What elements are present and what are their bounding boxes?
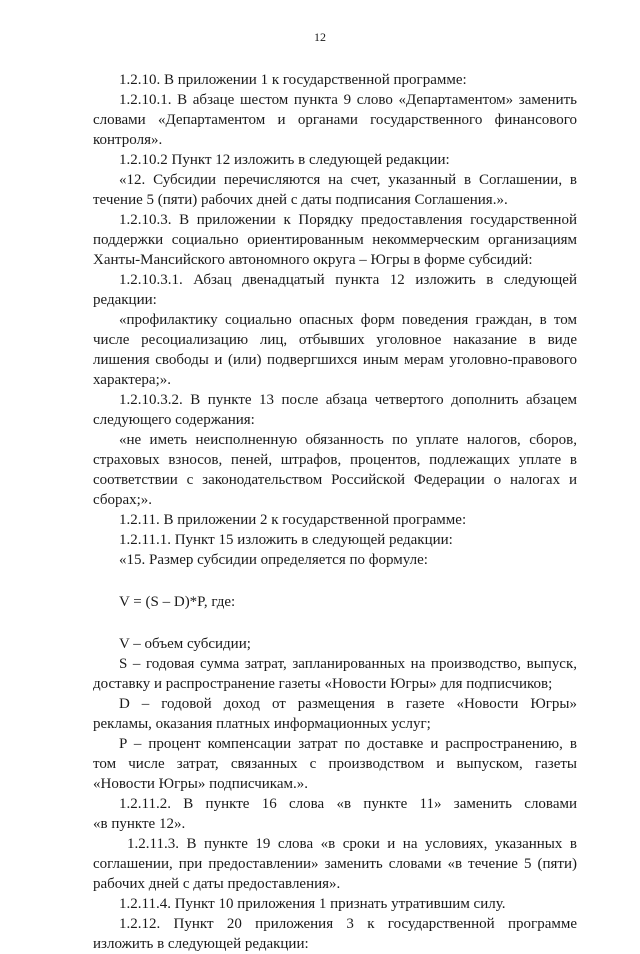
text-line: соответствии с законодательством Российской Федерации о налогах и — [93, 472, 577, 488]
text-line: 1.2.12. Пункт 20 приложения 3 к государственной программе — [119, 916, 577, 932]
text-line: «Новости Югры» подписчикам.». — [93, 776, 308, 792]
text-line: P – процент компенсации затрат по доставке и распространению, в — [119, 736, 577, 752]
text-line: «12. Субсидии перечисляются на счет, указанный в Соглашении, в — [119, 172, 577, 188]
text-line: 1.2.11.2. В пункте 16 слова «в пункте 11» заменить словами — [119, 796, 577, 812]
text-line: следующего содержания: — [93, 412, 255, 428]
text-line: контроля». — [93, 132, 163, 148]
document-body — [93, 70, 577, 954]
text-line: 1.2.10.3.1. Абзац двенадцатый пункта 12 изложить в следующей — [119, 272, 577, 288]
text-line: «не иметь неисполненную обязанность по уплате налогов, сборов, — [119, 432, 577, 448]
text-line: лишения свободы и (или) подвергшихся иным мерам уголовно-правового — [93, 352, 577, 368]
text-line: V – объем субсидии; — [119, 636, 251, 652]
text-line: страховых взносов, пеней, штрафов, процентов, подлежащих уплате в — [93, 452, 577, 468]
text-line: словами «Департаментом и органами государственного финансового — [93, 112, 577, 128]
text-line: Ханты-Мансийского автономного округа – Югры в форме субсидий: — [93, 252, 533, 268]
text-line: 1.2.10.3.2. В пункте 13 после абзаца четвертого дополнить абзацем — [119, 392, 577, 408]
text-line: характера;». — [93, 372, 171, 388]
page-number: 12 — [314, 30, 326, 44]
blank-space — [93, 612, 577, 634]
text-line: том числе затрат, связанных с производством и выпуском, газеты — [93, 756, 577, 772]
text-line: «15. Размер субсидии определяется по формуле: — [119, 552, 428, 568]
formula-line: V = (S – D)*P, где: — [119, 594, 236, 610]
text-line: 1.2.11.3. В пункте 19 слова «в сроки и на условиях, указанных в — [127, 836, 577, 852]
text-line: числе ресоциализацию лиц, отбывших уголовное наказание в виде — [93, 332, 577, 348]
text-line: 1.2.10.1. В абзаце шестом пункта 9 слово «Департаментом» заменить — [119, 92, 577, 108]
text-line: сборах;». — [93, 492, 153, 508]
text-line: 1.2.11.1. Пункт 15 изложить в следующей редакции: — [119, 532, 453, 548]
text-line: 1.2.10.2 Пункт 12 изложить в следующей редакции: — [119, 152, 450, 168]
text-line: 1.2.11. В приложении 2 к государственной программе: — [119, 512, 467, 528]
text-line: «в пункте 12». — [93, 816, 186, 832]
text-line: течение 5 (пяти) рабочих дней с даты подписания Соглашения.». — [93, 192, 508, 208]
text-line: 1.2.10. В приложении 1 к государственной программе: — [119, 72, 467, 88]
text-line: 1.2.11.4. Пункт 10 приложения 1 признать утратившим силу. — [119, 896, 506, 912]
blank-space — [93, 570, 577, 592]
text-line: 1.2.10.3. В приложении к Порядку предоставления государственной — [119, 212, 577, 228]
text-line: рабочих дней с даты предоставления». — [93, 876, 341, 892]
text-line: S – годовая сумма затрат, запланированных на производство, выпуск, — [119, 656, 577, 672]
text-line: редакции: — [93, 292, 157, 308]
text-line: доставку и распространение газеты «Новости Югры» для подписчиков; — [93, 676, 553, 692]
text-line: поддержки социально ориентированным некоммерческим организациям — [93, 232, 577, 248]
text-line: соглашении, при предоставлении» заменить словами «в течение 5 (пяти) — [93, 856, 577, 872]
text-line: рекламы, оказания платных информационных услуг; — [93, 716, 431, 732]
text-line: D – годовой доход от размещения в газете «Новости Югры» — [119, 696, 577, 712]
text-line: «профилактику социально опасных форм поведения граждан, в том — [119, 312, 577, 328]
text-line: изложить в следующей редакции: — [93, 936, 309, 952]
